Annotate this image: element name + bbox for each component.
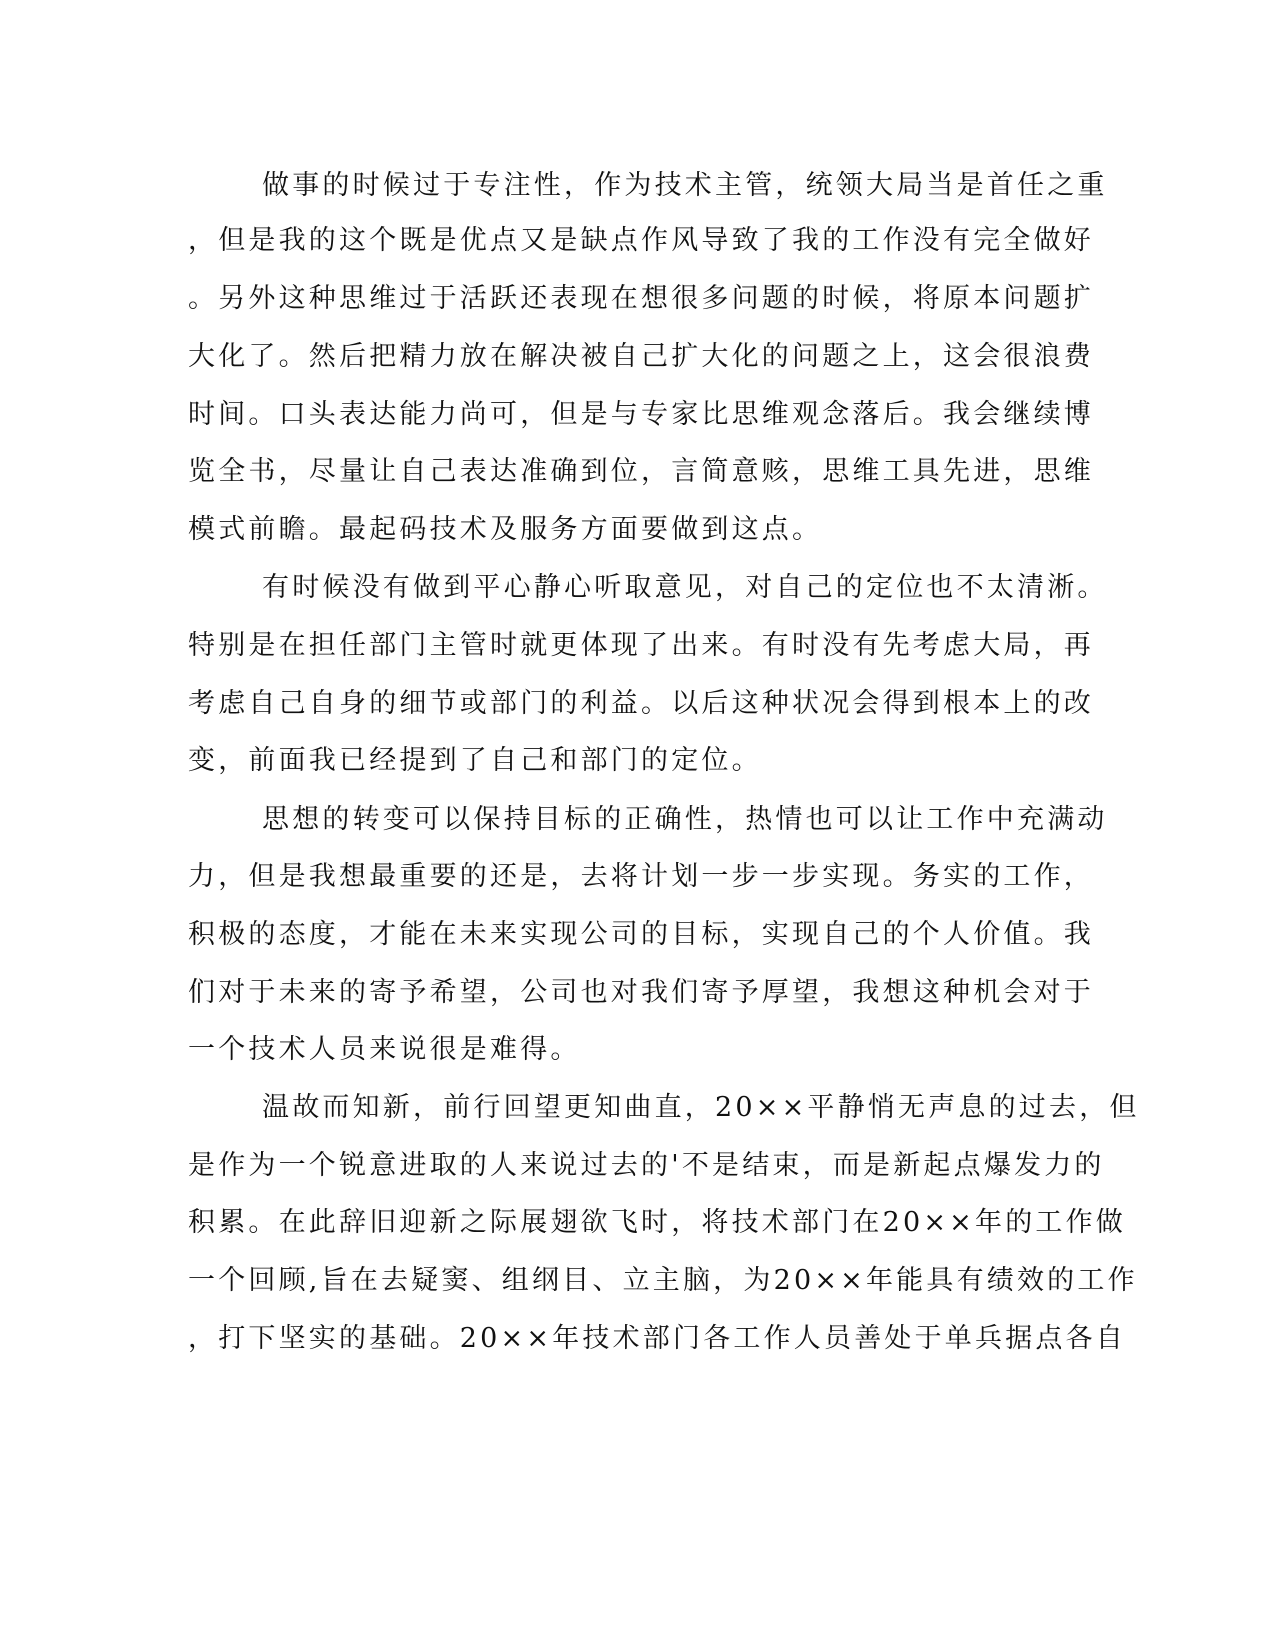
text-line-18: 是作为一个锐意进取的人来说过去的'不是结束，而是新起点爆发力的 xyxy=(188,1150,1105,1181)
text-line-10: 考虑自己自身的细节或部门的利益。以后这种状况会得到根本上的改 xyxy=(188,688,1094,719)
text-line-20: 一个回顾,旨在去疑窦、组纲目、立主脑，为20××年能具有绩效的工作 xyxy=(188,1265,1138,1296)
text-line-7: 模式前瞻。最起码技术及服务方面要做到这点。 xyxy=(188,514,823,545)
text-line-5: 时间。口头表达能力尚可，但是与专家比思维观念落后。我会继续博 xyxy=(188,399,1094,430)
text-line-13: 力，但是我想最重要的还是，去将计划一步一步实现。务实的工作， xyxy=(188,861,1094,892)
text-line-16: 一个技术人员来说很是难得。 xyxy=(188,1034,581,1065)
text-line-2: ，但是我的这个既是优点又是缺点作风导致了我的工作没有完全做好 xyxy=(188,225,1094,256)
text-line-17: 温故而知新，前行回望更知曲直，20××平静悄无声息的过去，但 xyxy=(262,1092,1140,1123)
text-line-1: 做事的时候过于专注性，作为技术主管，统领大局当是首任之重 xyxy=(262,170,1108,201)
text-line-19: 积累。在此辞旧迎新之际展翅欲飞时，将技术部门在20××年的工作做 xyxy=(188,1207,1127,1238)
text-line-8: 有时候没有做到平心静心听取意见，对自己的定位也不太清淅。 xyxy=(262,572,1108,603)
text-line-3: 。另外这种思维过于活跃还表现在想很多问题的时候，将原本问题扩 xyxy=(188,283,1094,314)
text-line-4: 大化了。然后把精力放在解决被自己扩大化的问题之上，这会很浪费 xyxy=(188,341,1094,372)
text-line-14: 积极的态度，才能在未来实现公司的目标，实现自己的个人价值。我 xyxy=(188,919,1094,950)
text-line-6: 览全书，尽量让自己表达准确到位，言简意赅，思维工具先进，思维 xyxy=(188,456,1094,487)
text-line-11: 变，前面我已经提到了自己和部门的定位。 xyxy=(188,745,762,776)
text-line-12: 思想的转变可以保持目标的正确性，热情也可以让工作中充满动 xyxy=(262,804,1108,835)
text-line-15: 们对于未来的寄予希望，公司也对我们寄予厚望，我想这种机会对于 xyxy=(188,977,1094,1008)
text-line-9: 特别是在担任部门主管时就更体现了出来。有时没有先考虑大局，再 xyxy=(188,630,1094,661)
text-line-21: ，打下坚实的基础。20××年技术部门各工作人员善处于单兵据点各自 xyxy=(188,1323,1127,1354)
